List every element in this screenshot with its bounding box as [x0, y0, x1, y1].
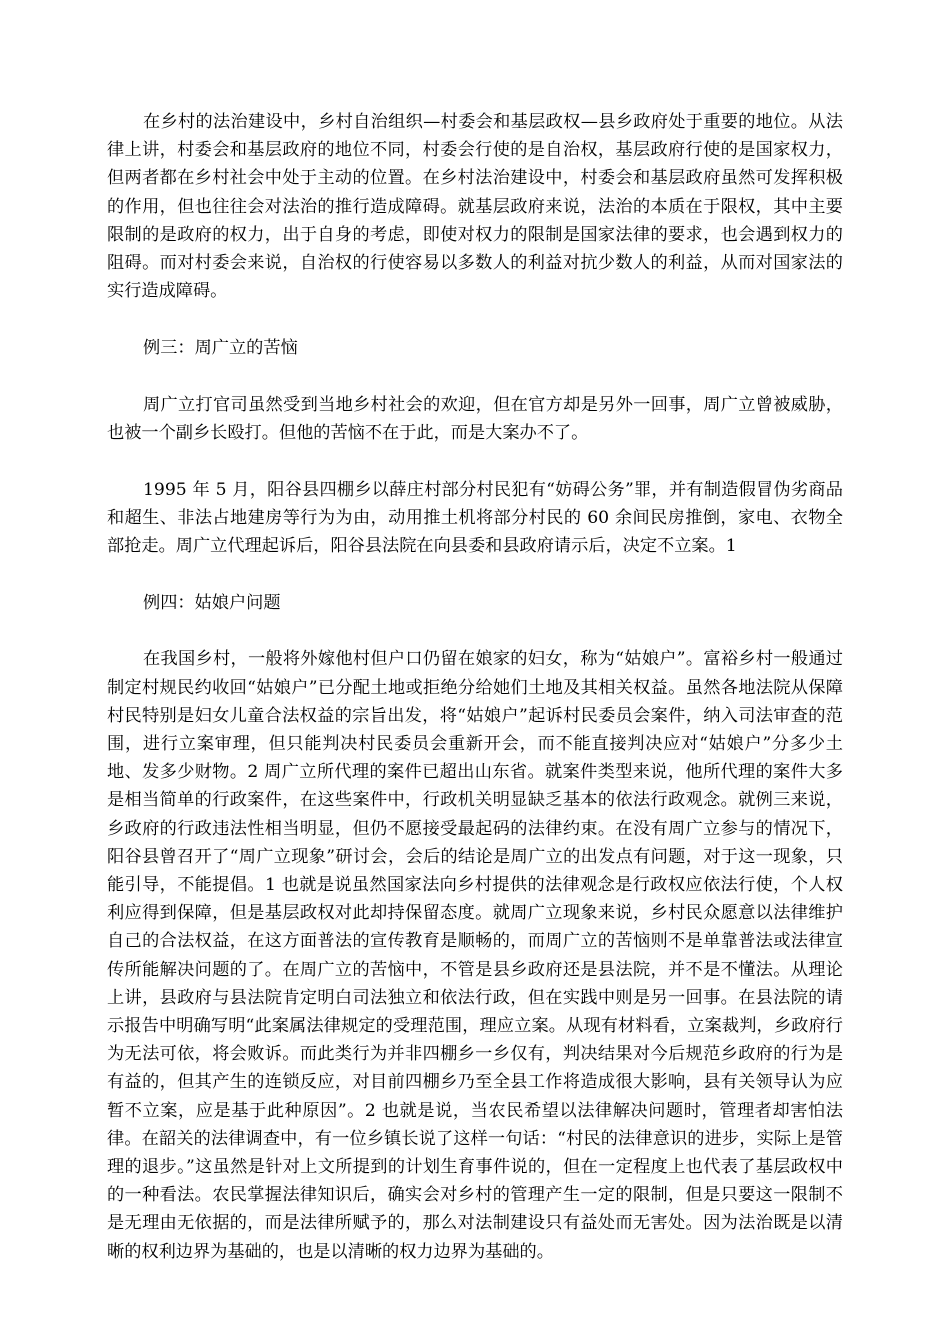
paragraph-example-three-summary: 周广立打官司虽然受到当地乡村社会的欢迎，但在官方却是另外一回事，周广立曾被威胁，也被一个副乡长殴打。但他的苦恼不在于此，而是大案办不了。	[107, 394, 843, 443]
document-body	[107, 108, 843, 1266]
example-three-heading: 例三：周广立的苦恼	[143, 337, 298, 358]
paragraph-example-three-case: 1995 年 5 月，阳谷县四棚乡以薛庄村部分村民犯有“妨碍公务”罪，并有制造假冒伪劣商品和超生、非法占地建房等行为为由，动用推土机将部分村民的 60 余间民房推倒，家电、衣物全部抢走。周广立代理起诉后，阳谷县法院在向县委和县政府请示后，决定不立案。1	[107, 479, 843, 556]
paragraph-example-four-body: 在我国乡村，一般将外嫁他村但户口仍留在娘家的妇女，称为“姑娘户”。富裕乡村一般通过制定村规民约收回“姑娘户”已分配土地或拒绝分给她们土地及其相关权益。虽然各地法院从保障村民特别是妇女儿童合法权益的宗旨出发，将“姑娘户”起诉村民委员会案件，纳入司法审查的范围，进行立案审理，但只能判决村民委员会重新开会，而不能直接判决应对“姑娘户”分多少土地、发多少财物。2 周广立所代理的案件已超出山东省。就案件类型来说，他所代理的案件大多是相当简单的行政案件，在这些案件中，行政机关明显缺乏基本的依法行政观念。就例三来说，乡政府的行政违法性相当明显，但仍不愿接受最起码的法律约束。在没有周广立参与的情况下，阳谷县曾召开了“周广立现象”研讨会，会后的结论是周广立的出发点有问题，对于这一现象，只能引导，不能提倡。1 也就是说虽然国家法向乡村提供的法律观念是行政权应依法行使，个人权利应得到保障，但是基层政权对此却持保留态度。就周广立现象来说，乡村民众愿意以法律维护自己的合法权益，在这方面普法的宣传教育是顺畅的，而周广立的苦恼则不是单靠普法或法律宣传所能解决问题的了。在周广立的苦恼中，不管是县乡政府还是县法院，并不是不懂法。从理论上讲，县政府与县法院肯定明白司法独立和依法行政，但在实践中则是另一回事。在县法院的请示报告中明确写明“此案属法律规定的受理范围，理应立案。从现有材料看，立案裁判，乡政府行为无法可依，将会败诉。而此类行为并非四棚乡一乡仅有，判决结果对今后规范乡政府的行为是有益的，但其产生的连锁反应，对目前四棚乡乃至全县工作将造成很大影响，县有关领导认为应暂不立案，应是基于此种原因”。2 也就是说，当农民希望以法律解决问题时，管理者却害怕法律。在韶关的法律调查中，有一位乡镇长说了这样一句话：“村民的法律意识的进步，实际上是管理的退步。”这虽然是针对上文所提到的计划生育事件说的，但在一定程度上也代表了基层政权中的一种看法。农民掌握法律知识后，确实会对乡村的管理产生一定的限制，但是只要这一限制不是无理由无依据的，而是法律所赋予的，那么对法制建设只有益处而无害处。因为法治既是以清晰的权利边界为基础的，也是以清晰的权力边界为基础的。	[107, 649, 843, 1262]
example-four-heading: 例四：姑娘户问题	[143, 592, 281, 613]
paragraph-intro: 在乡村的法治建设中，乡村自治组织—村委会和基层政权—县乡政府处于重要的地位。从法律上讲，村委会和基层政府的地位不同，村委会行使的是自治权，基层政府行使的是国家权力，但两者都在乡村社会中处于主动的位置。在乡村法治建设中，村委会和基层政府虽然可发挥积极的作用，但也往往会对法治的推行造成障碍。就基层政府来说，法治的本质在于限权，其中主要限制的是政府的权力，出于自身的考虑，即使对权力的限制是国家法律的要求，也会遇到权力的阻碍。而对村委会来说，自治权的行使容易以多数人的利益对抗少数人的利益，从而对国家法的实行造成障碍。	[107, 112, 843, 302]
